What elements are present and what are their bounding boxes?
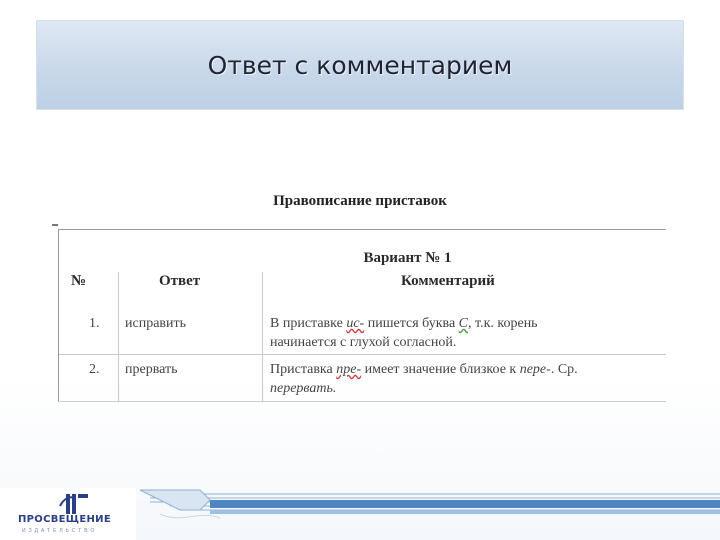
variant-title: Вариант № 1	[363, 250, 452, 266]
row-2-comment-line2: перервать.	[270, 381, 337, 396]
logo-text: ПРОСВЕЩЕНИЕ	[18, 514, 111, 525]
row-2-number: 2.	[89, 362, 100, 377]
row-2-comment	[270, 360, 660, 398]
prefix-pere: пере-	[519, 362, 551, 377]
footer-stripes	[0, 480, 720, 540]
row-1-comment	[270, 314, 660, 352]
header-number: №	[71, 273, 87, 289]
row-1-answer: исправить	[125, 316, 187, 331]
row-1-comment-text: , т.к. корень	[468, 316, 538, 331]
row-1-comment-line2: начинается с глухой согласной.	[270, 335, 457, 350]
row-2-answer: прервать	[125, 362, 178, 377]
row-2-comment-text: . Ср.	[550, 362, 578, 377]
row-2-comment-text: имеет значение близкое к	[361, 362, 520, 377]
letter-s: С	[458, 316, 469, 331]
document-heading: Правописание приставок	[273, 193, 447, 209]
prefix-pre: пре-	[336, 362, 362, 377]
prefix-is: ис-	[346, 316, 365, 331]
row-divider	[59, 354, 666, 355]
header-comment: Комментарий	[401, 273, 495, 289]
logo-subtitle: ИЗДАТЕЛЬСТВО	[22, 528, 98, 534]
answer-table	[58, 229, 666, 402]
row-1-number: 1.	[89, 316, 100, 331]
logo-icon	[56, 492, 96, 516]
column-divider	[262, 272, 263, 401]
row-1-comment-text: пишется буква	[364, 316, 459, 331]
header-answer: Ответ	[159, 273, 201, 289]
slide-title: Ответ с комментарием	[207, 51, 513, 80]
row-2-comment-text: Приставка	[270, 362, 337, 377]
column-divider	[118, 272, 119, 401]
document-mark	[52, 224, 58, 226]
row-1-comment-text: В приставке	[270, 316, 347, 331]
